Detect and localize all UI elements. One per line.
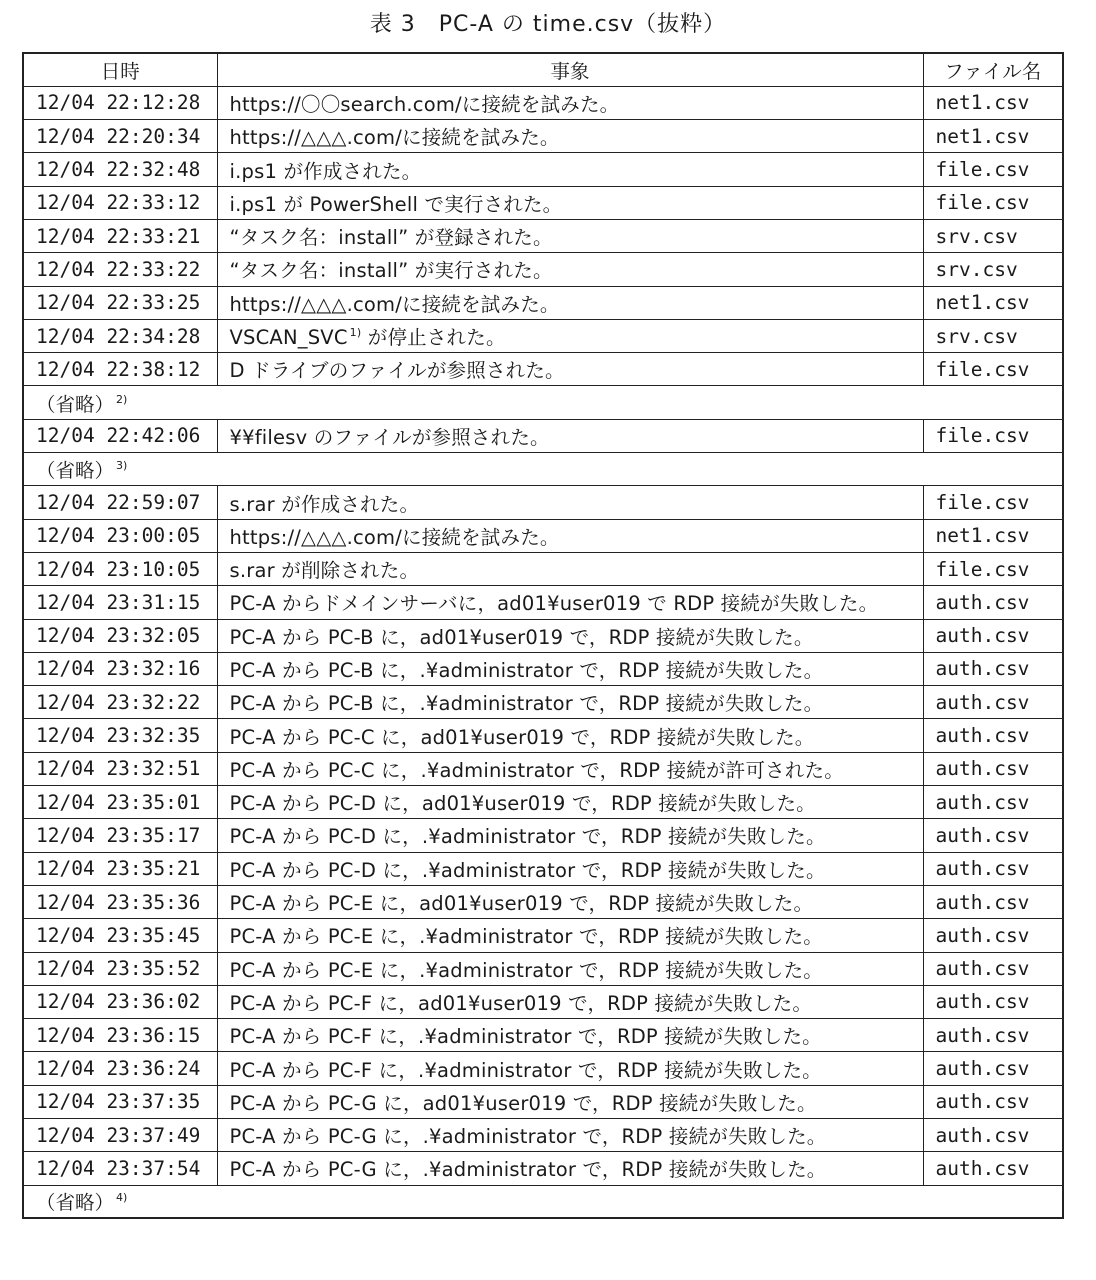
filename-cell: net1.csv (923, 86, 1063, 119)
filename-cell: srv.csv (923, 253, 1063, 286)
omitted-text: （省略） (36, 1191, 115, 1215)
event-text: PC-A から PC-D に，.¥administrator で，RDP 接続が失敗した。 (229, 858, 826, 882)
filename-cell: auth.csv (923, 652, 1063, 685)
event-cell (217, 885, 923, 918)
event-cell (217, 586, 923, 619)
event-cell (217, 686, 923, 719)
filename-cell: file.csv (923, 186, 1063, 219)
table-row (23, 353, 1063, 386)
datetime-cell: 12/04 23:00:05 (23, 519, 217, 552)
filename-cell: auth.csv (923, 1019, 1063, 1052)
event-cell (217, 852, 923, 885)
datetime-cell: 12/04 22:32:48 (23, 153, 217, 186)
filename-cell: auth.csv (923, 686, 1063, 719)
filename-cell: auth.csv (923, 586, 1063, 619)
column-header-filename: ファイル名 (923, 53, 1063, 86)
filename-cell: file.csv (923, 419, 1063, 452)
table-row (23, 1052, 1063, 1085)
table-row (23, 719, 1063, 752)
table-header-row (23, 53, 1063, 86)
event-text: PC-A から PC-G に，.¥administrator で，RDP 接続が失敗した。 (229, 1125, 827, 1149)
datetime-cell: 12/04 23:35:01 (23, 786, 217, 819)
event-text: PC-A から PC-G に，.¥administrator で，RDP 接続が失敗した。 (229, 1158, 827, 1182)
event-text: PC-A から PC-E に，.¥administrator で，RDP 接続が失敗した。 (229, 958, 823, 982)
event-cell (217, 419, 923, 452)
event-text: https://△△△.com/に接続を試みた。 (229, 525, 560, 549)
event-cell (217, 86, 923, 119)
table-row (23, 852, 1063, 885)
table-row (23, 319, 1063, 352)
filename-cell: file.csv (923, 153, 1063, 186)
datetime-cell: 12/04 22:33:22 (23, 253, 217, 286)
table-row (23, 186, 1063, 219)
event-cell (217, 952, 923, 985)
table-row (23, 652, 1063, 685)
datetime-cell: 12/04 22:33:12 (23, 186, 217, 219)
event-text: PC-A から PC-E に，ad01¥user019 で，RDP 接続が失敗した。 (229, 892, 814, 916)
event-text: PC-A から PC-C に，ad01¥user019 で，RDP 接続が失敗した。 (229, 725, 815, 749)
table-row (23, 819, 1063, 852)
event-text: “タスク名：install” が登録された。 (229, 226, 553, 250)
datetime-cell: 12/04 22:20:34 (23, 120, 217, 153)
event-text: PC-A から PC-B に，.¥administrator で，RDP 接続が失敗した。 (229, 658, 824, 682)
event-text: PC-A から PC-E に，.¥administrator で，RDP 接続が失敗した。 (229, 925, 823, 949)
datetime-cell: 12/04 23:35:17 (23, 819, 217, 852)
event-text: https://△△△.com/に接続を試みた。 (229, 292, 560, 316)
table-body (23, 86, 1063, 1218)
table-row (23, 1119, 1063, 1152)
datetime-cell: 12/04 22:12:28 (23, 86, 217, 119)
event-cell (217, 1052, 923, 1085)
event-text: PC-A から PC-F に，.¥administrator で，RDP 接続が失敗した。 (229, 1025, 822, 1049)
table-row (23, 619, 1063, 652)
datetime-cell: 12/04 23:35:21 (23, 852, 217, 885)
event-cell (217, 1152, 923, 1185)
event-text-continued: が停止された。 (361, 326, 506, 350)
event-cell (217, 519, 923, 552)
table-row (23, 786, 1063, 819)
table-row (23, 1085, 1063, 1118)
table-row (23, 219, 1063, 252)
filename-cell: auth.csv (923, 919, 1063, 952)
datetime-cell: 12/04 22:33:25 (23, 286, 217, 319)
datetime-cell: 12/04 23:32:35 (23, 719, 217, 752)
table-row (23, 686, 1063, 719)
filename-cell: auth.csv (923, 952, 1063, 985)
table-row (23, 286, 1063, 319)
table-row (23, 752, 1063, 785)
datetime-cell: 12/04 23:35:52 (23, 952, 217, 985)
filename-cell: auth.csv (923, 852, 1063, 885)
event-cell (217, 1119, 923, 1152)
filename-cell: auth.csv (923, 1085, 1063, 1118)
datetime-cell: 12/04 23:35:36 (23, 885, 217, 918)
table-row (23, 253, 1063, 286)
omitted-row (23, 453, 1063, 486)
datetime-cell: 12/04 22:34:28 (23, 319, 217, 352)
event-cell (217, 552, 923, 585)
filename-cell: net1.csv (923, 519, 1063, 552)
datetime-cell: 12/04 22:42:06 (23, 419, 217, 452)
filename-cell: auth.csv (923, 1052, 1063, 1085)
footnote-marker: 1) (349, 326, 362, 340)
datetime-cell: 12/04 23:31:15 (23, 586, 217, 619)
table-row (23, 486, 1063, 519)
datetime-cell: 12/04 22:59:07 (23, 486, 217, 519)
event-cell (217, 486, 923, 519)
omitted-row (23, 1185, 1063, 1218)
omitted-marker (23, 453, 1063, 486)
filename-cell: net1.csv (923, 286, 1063, 319)
datetime-cell: 12/04 23:37:54 (23, 1152, 217, 1185)
table-row (23, 419, 1063, 452)
omitted-row (23, 386, 1063, 419)
event-cell (217, 286, 923, 319)
event-cell (217, 752, 923, 785)
filename-cell: auth.csv (923, 985, 1063, 1018)
table-row (23, 586, 1063, 619)
event-cell (217, 919, 923, 952)
datetime-cell: 12/04 23:37:49 (23, 1119, 217, 1152)
table-row (23, 952, 1063, 985)
event-text: i.ps1 が PowerShell で実行された。 (229, 192, 563, 216)
event-cell (217, 219, 923, 252)
omitted-marker (23, 1185, 1063, 1218)
column-header-event: 事象 (217, 53, 923, 86)
filename-cell: auth.csv (923, 786, 1063, 819)
filename-cell: auth.csv (923, 819, 1063, 852)
event-text: PC-A から PC-D に，ad01¥user019 で，RDP 接続が失敗した。 (229, 792, 816, 816)
datetime-cell: 12/04 23:35:45 (23, 919, 217, 952)
filename-cell: file.csv (923, 353, 1063, 386)
filename-cell: auth.csv (923, 752, 1063, 785)
omitted-text: （省略） (36, 459, 115, 483)
filename-cell: file.csv (923, 486, 1063, 519)
filename-cell: auth.csv (923, 1152, 1063, 1185)
event-cell (217, 253, 923, 286)
table-row (23, 519, 1063, 552)
datetime-cell: 12/04 23:36:02 (23, 985, 217, 1018)
column-header-datetime: 日時 (23, 53, 217, 86)
event-text: https://△△△.com/に接続を試みた。 (229, 126, 560, 150)
filename-cell: file.csv (923, 552, 1063, 585)
event-text: PC-A からドメインサーバに，ad01¥user019 で RDP 接続が失敗した。 (229, 592, 879, 616)
datetime-cell: 12/04 23:37:35 (23, 1085, 217, 1118)
omitted-text: （省略） (36, 392, 115, 416)
event-text: “タスク名：install” が実行された。 (229, 259, 553, 283)
event-cell (217, 619, 923, 652)
event-text: PC-A から PC-B に，ad01¥user019 で，RDP 接続が失敗した。 (229, 625, 814, 649)
event-text: PC-A から PC-F に，.¥administrator で，RDP 接続が失敗した。 (229, 1058, 822, 1082)
event-text: s.rar が作成された。 (229, 492, 420, 516)
event-text: PC-A から PC-F に，ad01¥user019 で，RDP 接続が失敗した。 (229, 991, 813, 1015)
event-text: PC-A から PC-G に，ad01¥user019 で，RDP 接続が失敗した。 (229, 1091, 817, 1115)
datetime-cell: 12/04 22:38:12 (23, 353, 217, 386)
table-row (23, 552, 1063, 585)
table-row (23, 86, 1063, 119)
event-text: ¥¥filesv のファイルが参照された。 (229, 425, 550, 449)
footnote-marker: 4) (116, 1191, 128, 1205)
table-row (23, 885, 1063, 918)
log-table (22, 52, 1064, 1219)
datetime-cell: 12/04 22:33:21 (23, 219, 217, 252)
event-cell (217, 186, 923, 219)
event-text: i.ps1 が作成された。 (229, 159, 422, 183)
event-text: VSCAN_SVC (229, 326, 348, 350)
event-text: PC-A から PC-B に，.¥administrator で，RDP 接続が失敗した。 (229, 692, 824, 716)
table-row (23, 120, 1063, 153)
table-caption: 表 3 PC-A の time.csv（抜粋） (369, 12, 727, 37)
table-row (23, 1019, 1063, 1052)
datetime-cell: 12/04 23:36:24 (23, 1052, 217, 1085)
event-cell (217, 153, 923, 186)
event-cell (217, 719, 923, 752)
event-text: s.rar が削除された。 (229, 559, 420, 583)
event-cell (217, 319, 923, 352)
event-text: PC-A から PC-C に，.¥administrator で，RDP 接続が許可された。 (229, 758, 844, 782)
event-cell (217, 786, 923, 819)
event-cell (217, 1019, 923, 1052)
table-row (23, 919, 1063, 952)
filename-cell: auth.csv (923, 1119, 1063, 1152)
event-text: D ドライブのファイルが参照された。 (229, 359, 565, 383)
event-cell (217, 819, 923, 852)
datetime-cell: 12/04 23:32:51 (23, 752, 217, 785)
event-cell (217, 1085, 923, 1118)
event-text: PC-A から PC-D に，.¥administrator で，RDP 接続が失敗した。 (229, 825, 826, 849)
footnote-marker: 2) (116, 392, 128, 406)
event-cell (217, 652, 923, 685)
datetime-cell: 12/04 23:36:15 (23, 1019, 217, 1052)
table-row (23, 1152, 1063, 1185)
event-text: https://〇〇search.com/に接続を試みた。 (229, 92, 620, 116)
table-row (23, 985, 1063, 1018)
event-cell (217, 353, 923, 386)
footnote-marker: 3) (116, 459, 128, 473)
event-cell (217, 120, 923, 153)
datetime-cell: 12/04 23:32:05 (23, 619, 217, 652)
datetime-cell: 12/04 23:32:22 (23, 686, 217, 719)
event-cell (217, 985, 923, 1018)
filename-cell: srv.csv (923, 219, 1063, 252)
datetime-cell: 12/04 23:10:05 (23, 552, 217, 585)
table-row (23, 153, 1063, 186)
filename-cell: auth.csv (923, 719, 1063, 752)
datetime-cell: 12/04 23:32:16 (23, 652, 217, 685)
filename-cell: srv.csv (923, 319, 1063, 352)
omitted-marker (23, 386, 1063, 419)
filename-cell: net1.csv (923, 120, 1063, 153)
filename-cell: auth.csv (923, 619, 1063, 652)
filename-cell: auth.csv (923, 885, 1063, 918)
